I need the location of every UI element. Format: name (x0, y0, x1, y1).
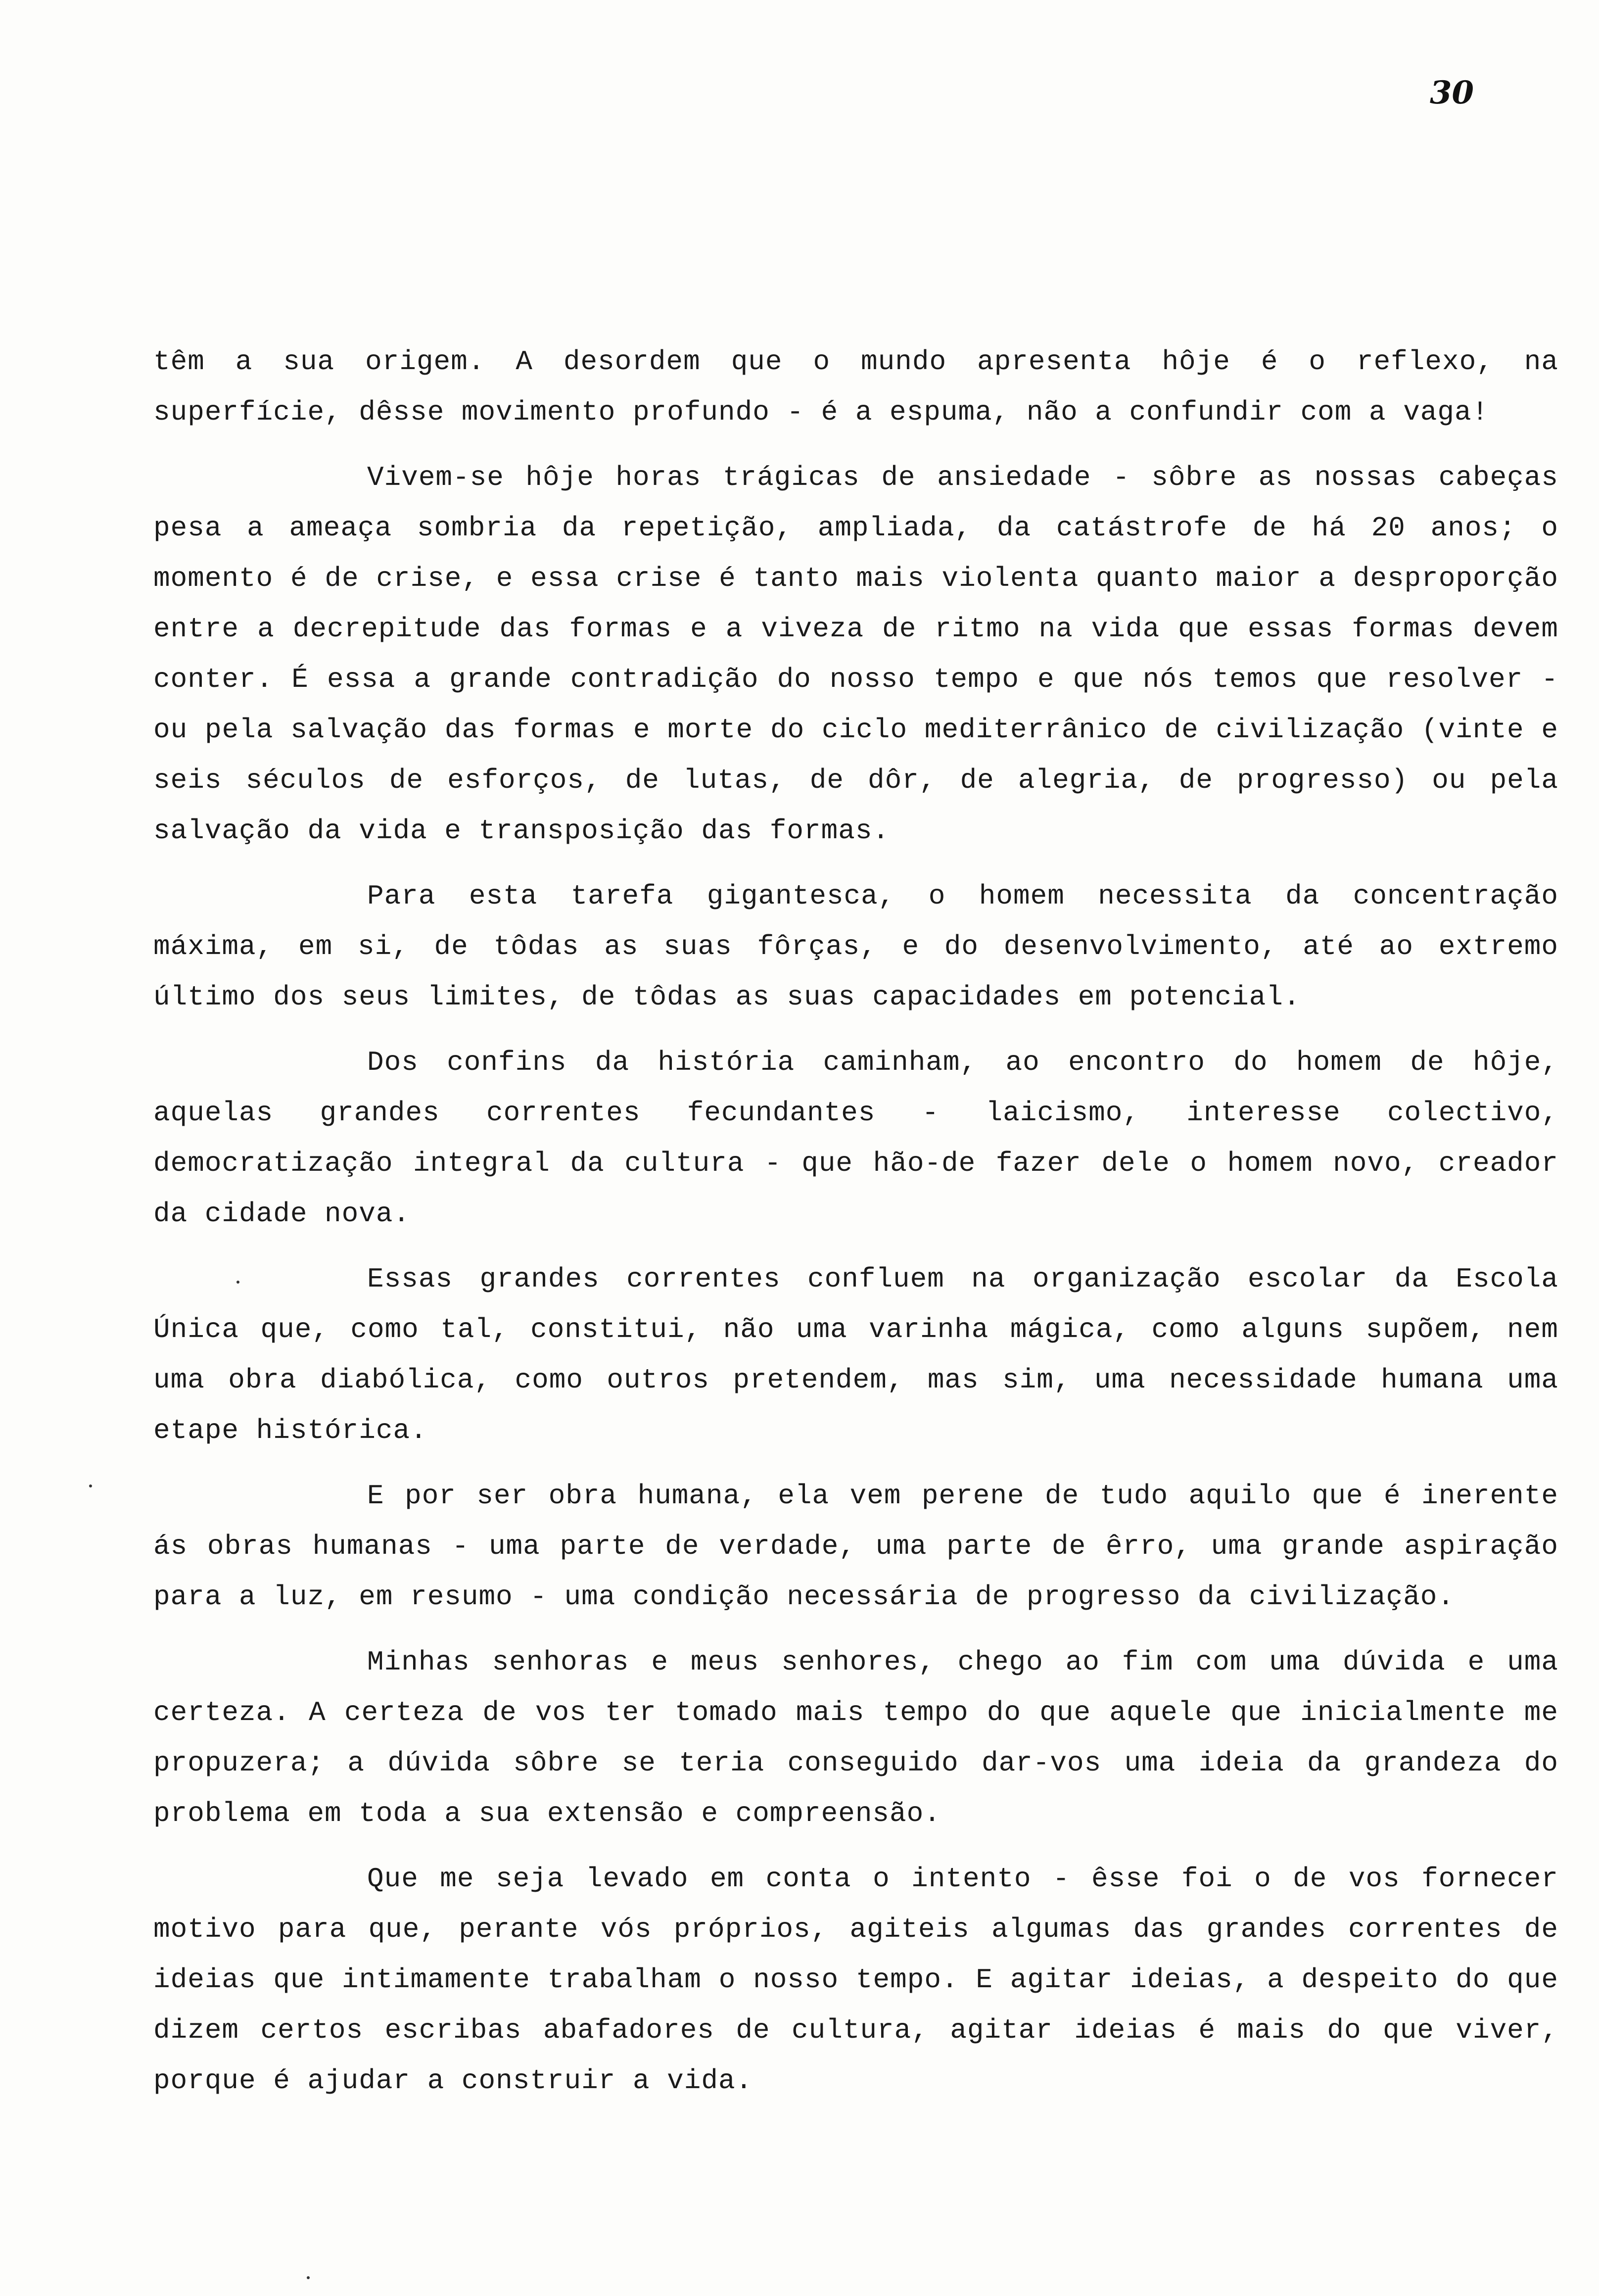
paragraph: Que me seja levado em conta o intento - êsse foi o de vos fornecer motivo para que, perante vós próprios, agiteis algumas das grandes correntes de ideias que intimamente trabalham o nosso tempo. E agitar ideias, a despeito do que dizem certos escribas abafadores de cultura, agitar ideias é mais do que viver, porque é ajudar a construir a vida. (153, 1863, 1558, 2097)
scan-speck (89, 1484, 92, 1487)
paragraph: Dos confins da história caminham, ao encontro do homem de hôje, aquelas grandes correntes fecundantes - laicismo, interesse colectivo, democratização integral da cultura - que hão-de fazer dele o homem novo, creador da cidade nova. (153, 1047, 1558, 1230)
paragraph: E por ser obra humana, ela vem perene de tudo aquilo que é inerente ás obras humanas - uma parte de verdade, uma parte de êrro, uma grande aspiração para a luz, em resumo - uma condição necessária de progresso da civilização. (153, 1480, 1558, 1613)
paragraph: Para esta tarefa gigantesca, o homem necessita da concentração máxima, em si, de tôdas as suas fôrças, e do desenvolvimento, até ao extremo último dos seus limites, de tôdas as suas capacidades em potencial. (153, 880, 1558, 1013)
paragraph: Minhas senhoras e meus senhores, chego ao fim com uma dúvida e uma certeza. A certeza de vos ter tomado mais tempo do que aquele que inicialmente me propuzera; a dúvida sôbre se teria conseguido dar-vos uma ideia da grandeza do problema em toda a sua extensão e compreensão. (153, 1646, 1558, 1829)
paragraph: têm a sua origem. A desordem que o mundo apresenta hôje é o reflexo, na superfície, dêsse movimento profundo - é a espuma, não a confundir com a vaga! (153, 346, 1558, 428)
paragraph: Vivem-se hôje horas trágicas de ansiedade - sôbre as nossas cabeças pesa a ameaça sombria da repetição, ampliada, da catástrofe de há 20 anos; o momento é de crise, e essa crise é tanto mais violenta quanto maior a desproporção entre a decrepitude das formas e a viveza de ritmo na vida que essas formas devem conter. É essa a grande contradição do nosso tempo e que nós temos que resolver - ou pela salvação das formas e morte do ciclo mediterrânico de civilização (vinte e seis séculos de esforços, de lutas, de dôr, de alegria, de progresso) ou pela salvação da vida e transposição das formas. (153, 462, 1558, 847)
scan-speck (236, 1281, 239, 1284)
page-number: 30 (1430, 74, 1474, 111)
paragraph: Essas grandes correntes confluem na organização escolar da Escola Única que, como tal, constitui, não uma varinha mágica, como alguns supõem, nem uma obra diabólica, como outros pretendem, mas sim, uma necessidade humana uma etape histórica. (153, 1263, 1558, 1446)
body-text (153, 336, 1558, 2121)
scan-speck (307, 2276, 310, 2279)
